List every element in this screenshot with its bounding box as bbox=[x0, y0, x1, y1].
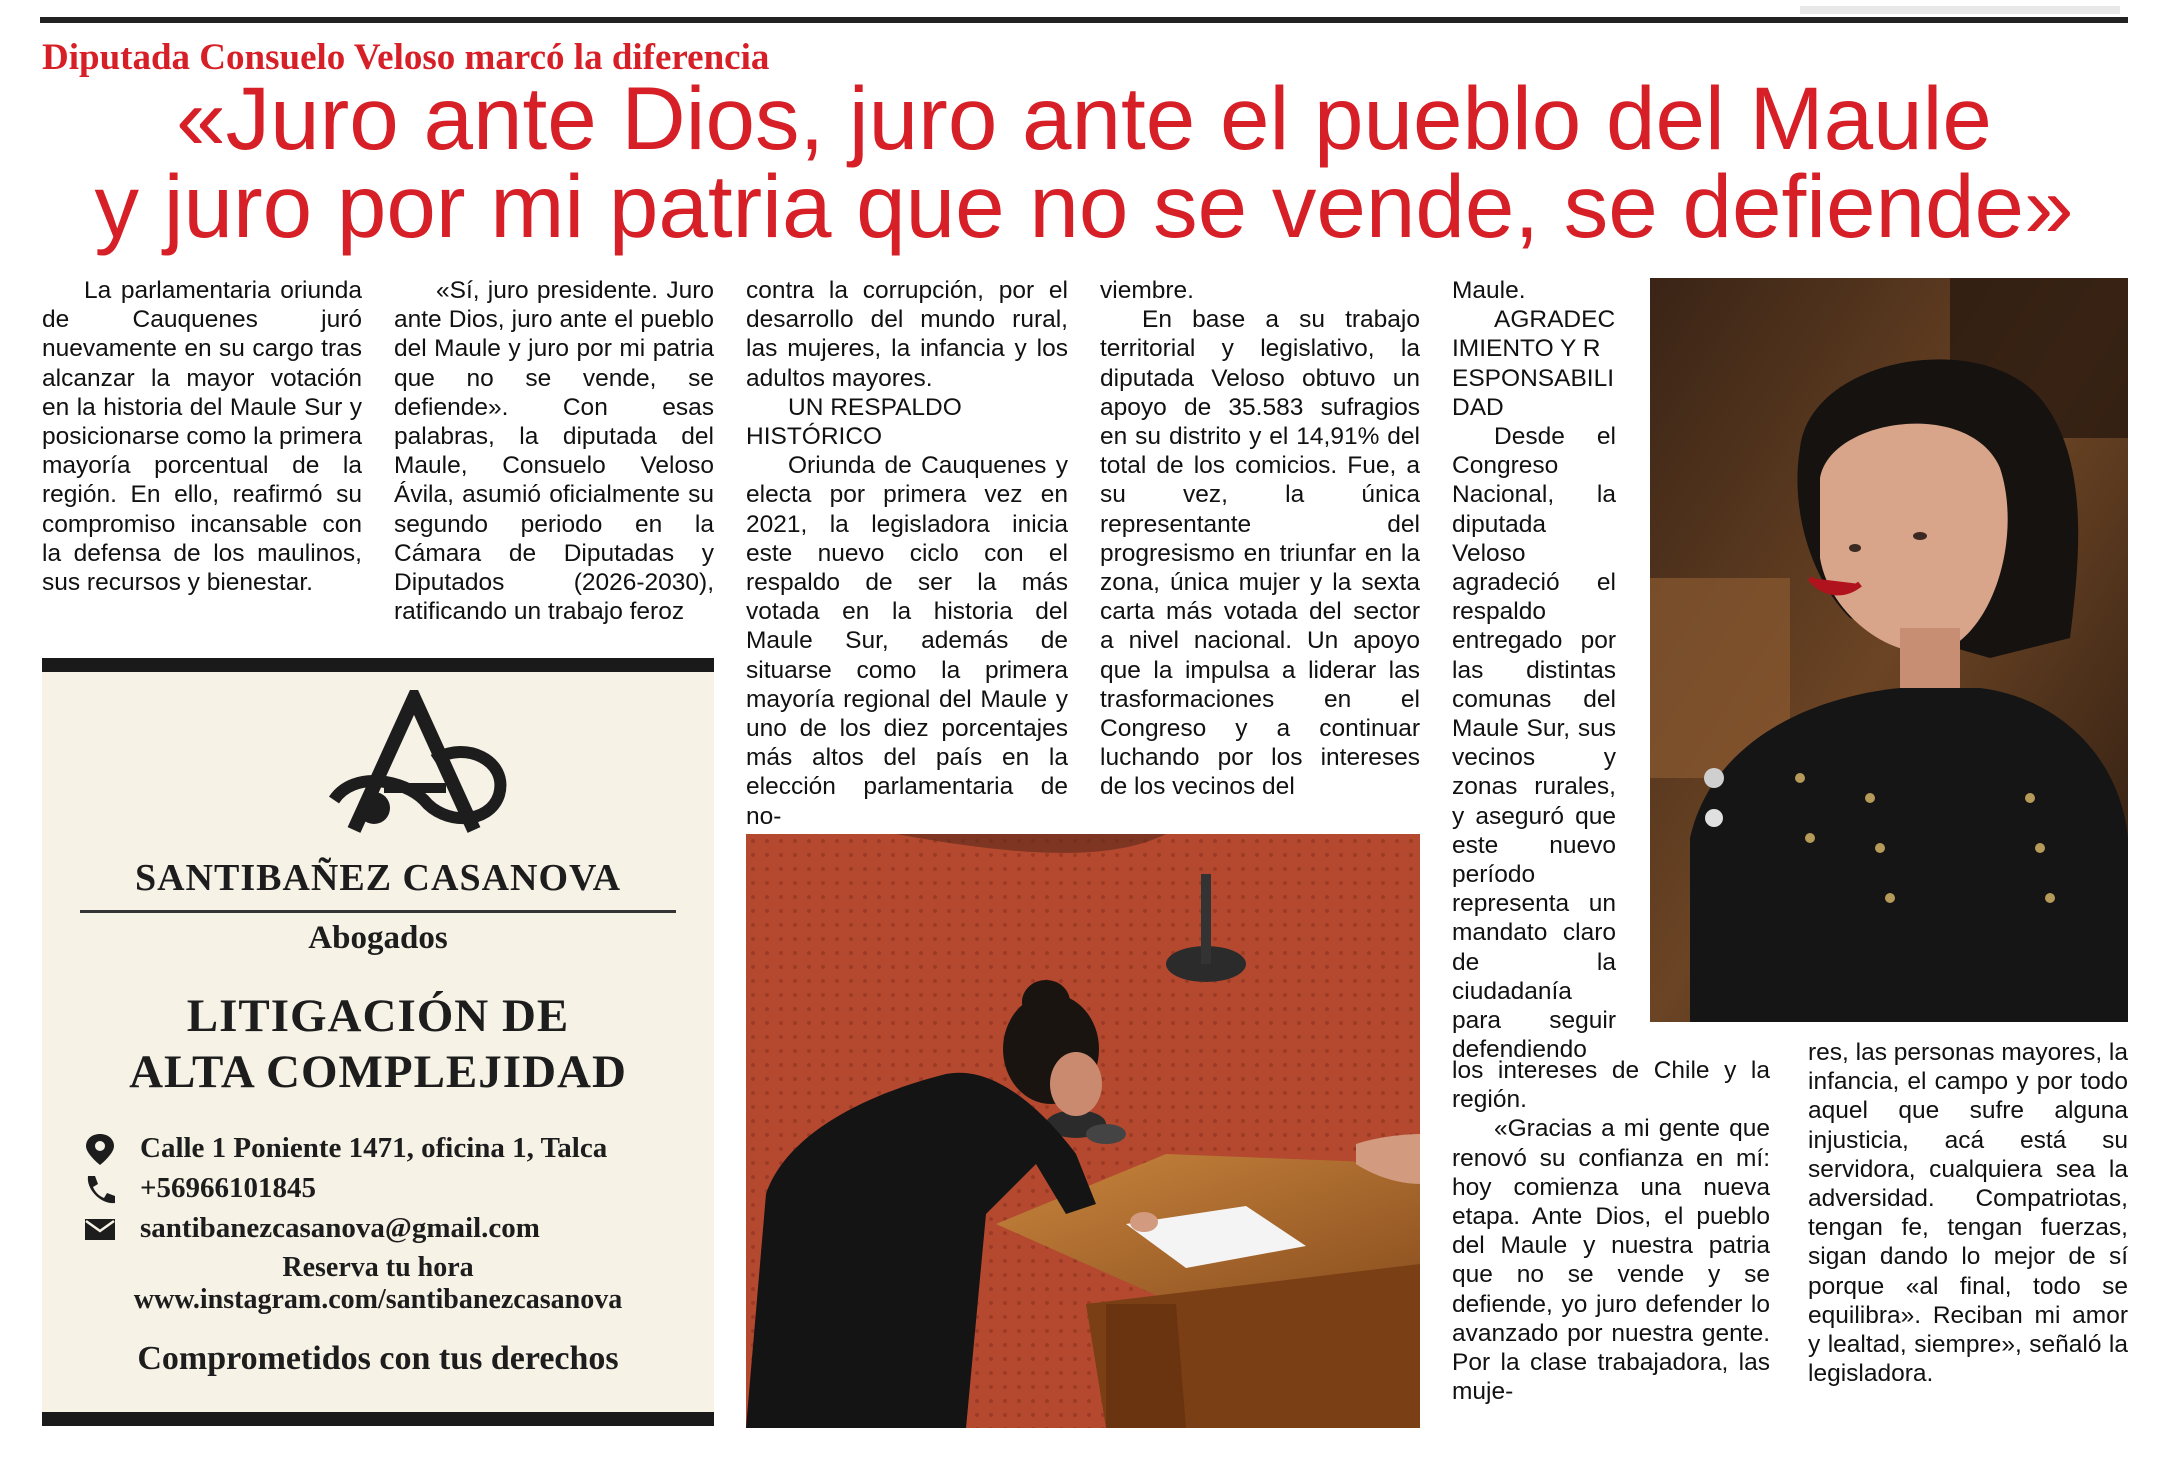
article-column-5 bbox=[1452, 276, 1616, 1064]
article-column-7 bbox=[1808, 1038, 2128, 1388]
article-column-4 bbox=[1100, 276, 1420, 802]
instagram-link[interactable]: www.instagram.com/santibanezcasanova bbox=[133, 1284, 623, 1315]
paragraph: viembre. bbox=[1100, 277, 1194, 304]
ad-slogan: Comprometidos con tus derechos bbox=[137, 1340, 619, 1377]
paragraph: los intereses de Chile y la región. bbox=[1452, 1057, 1770, 1114]
ad-tagline bbox=[42, 988, 714, 1100]
location-pin-icon bbox=[82, 1132, 118, 1166]
article-column-1 bbox=[42, 276, 362, 597]
phone-icon bbox=[82, 1172, 118, 1206]
email-link[interactable]: santibanezcasanova@gmail.com bbox=[140, 1212, 540, 1244]
paragraph: Desde el Congreso Nacional, la diputada Veloso agradeció el respaldo entregado por las distintas comunas del Maule Sur, sus vecinos y zonas rurales, y aseguró que este nuevo período representa un mandato claro de la ciudadanía para seguir defendiendo bbox=[1452, 423, 1616, 1064]
ad-top-bar bbox=[42, 658, 714, 672]
paragraph: «Gracias a mi gente que renovó su confianza en mí: hoy comienza una nueva etapa. Ante Dios, el pueblo del Maule y nuestra patria que no se vende y se defiende, yo juro defender lo avanzado por nuestra gente. Por la clase trabajadora, las muje- bbox=[1452, 1115, 1770, 1406]
paragraph: En base a su trabajo territorial y legislativo, la diputada Veloso obtuvo un apoyo de 35.583 sufragios en su distrito y el 14,91% del total de los comicios. Fue, a su vez, la única representante del progresismo en triunfar en la zona, única mujer y la sexta carta más votada del sector a nivel nacional. Un apoyo que la impulsa a liderar las trasformaciones en el Congreso y a continuar luchando por los intereses de los vecinos del bbox=[1100, 306, 1420, 801]
headline bbox=[40, 68, 2128, 256]
law-firm-ad bbox=[42, 672, 714, 1412]
address-text: Calle 1 Poniente 1471, oficina 1, Talca bbox=[140, 1132, 608, 1164]
top-rule bbox=[40, 17, 2128, 23]
paragraph: contra la corrupción, por el desarrollo del mundo rural, las mujeres, la infancia y los adultos mayores. bbox=[746, 277, 1068, 392]
mail-icon bbox=[82, 1212, 118, 1246]
subheading: AGRADECIMIENTO Y RESPONSABILIDAD bbox=[1452, 306, 1616, 421]
paragraph: «Sí, juro presidente. Juro ante Dios, juro ante el pueblo del Maule y juro por mi patria que no se vende, se defiende». Con esas palabras, la diputada del Maule, Consuelo Veloso Ávila, asumió oficialmente su segundo periodo en la Cámara de Diputadas y Diputados (2026-2030), ratificando un trabajo feroz bbox=[394, 277, 714, 626]
photo-signing-oath bbox=[746, 834, 1420, 1428]
article-column-3 bbox=[746, 276, 1068, 831]
photo-portrait-deputy bbox=[1650, 278, 2128, 1022]
article-column-6 bbox=[1452, 1056, 1770, 1406]
firm-name: SANTIBAÑEZ CASANOVA bbox=[134, 857, 622, 899]
article-column-2 bbox=[394, 276, 714, 626]
ad-tagline-line-1: LITIGACIÓN DE bbox=[186, 990, 570, 1042]
phone-text: +56966101845 bbox=[140, 1172, 317, 1204]
ad-tagline-line-2: ALTA COMPLEJIDAD bbox=[129, 1046, 627, 1098]
paragraph: La parlamentaria oriunda de Cauquenes juró nuevamente en su cargo tras alcanzar la mayor votación en la historia del Maule Sur y posicionarse como la primera mayoría porcentual de la región. En ello, reafirmó su compromiso incansable con la defensa de los maulinos, sus recursos y bienestar. bbox=[42, 277, 362, 597]
headline-line-2: y juro por mi patria que no se vende, se defiende» bbox=[94, 156, 2074, 256]
firm-divider bbox=[80, 910, 676, 913]
portrait-photo-illustration bbox=[1650, 278, 2128, 1022]
firm-logo-icon bbox=[314, 690, 514, 840]
subheading: UN RESPALDO HISTÓRICO bbox=[746, 393, 962, 451]
paragraph: res, las personas mayores, la infancia, el campo y por todo aquel que sufre alguna injusticia, acá está su servidora, cualquiera sea la adversidad. Compatriotas, tengan fe, tengan fuerzas, sigan dando lo mejor de sí porque «al final, todo se equilibra». Reciban mi amor y lealtad, siempre», señaló la legisladora. bbox=[1808, 1039, 2128, 1388]
kicker: Diputada Consuelo Veloso marcó la diferencia bbox=[42, 37, 770, 78]
headline-line-1: «Juro ante Dios, juro ante el pueblo del Maule bbox=[176, 68, 1992, 168]
paragraph: Maule. bbox=[1452, 277, 1526, 304]
reserve-text: Reserva tu hora bbox=[282, 1252, 474, 1283]
paragraph: Oriunda de Cauquenes y electa por primera vez en 2021, la legisladora inicia este nuevo ciclo con el respaldo de ser la más votada en la historia del Maule Sur, además de situarse como la primera mayoría regional del Maule y uno de los diez porcentajes más altos del país en la elección parlamentaria de no- bbox=[746, 452, 1068, 830]
ad-bottom-bar bbox=[42, 1412, 714, 1426]
signing-photo-illustration bbox=[746, 834, 1420, 1428]
firm-subtitle: Abogados bbox=[308, 920, 448, 956]
page-corner-mark bbox=[1800, 6, 2120, 14]
